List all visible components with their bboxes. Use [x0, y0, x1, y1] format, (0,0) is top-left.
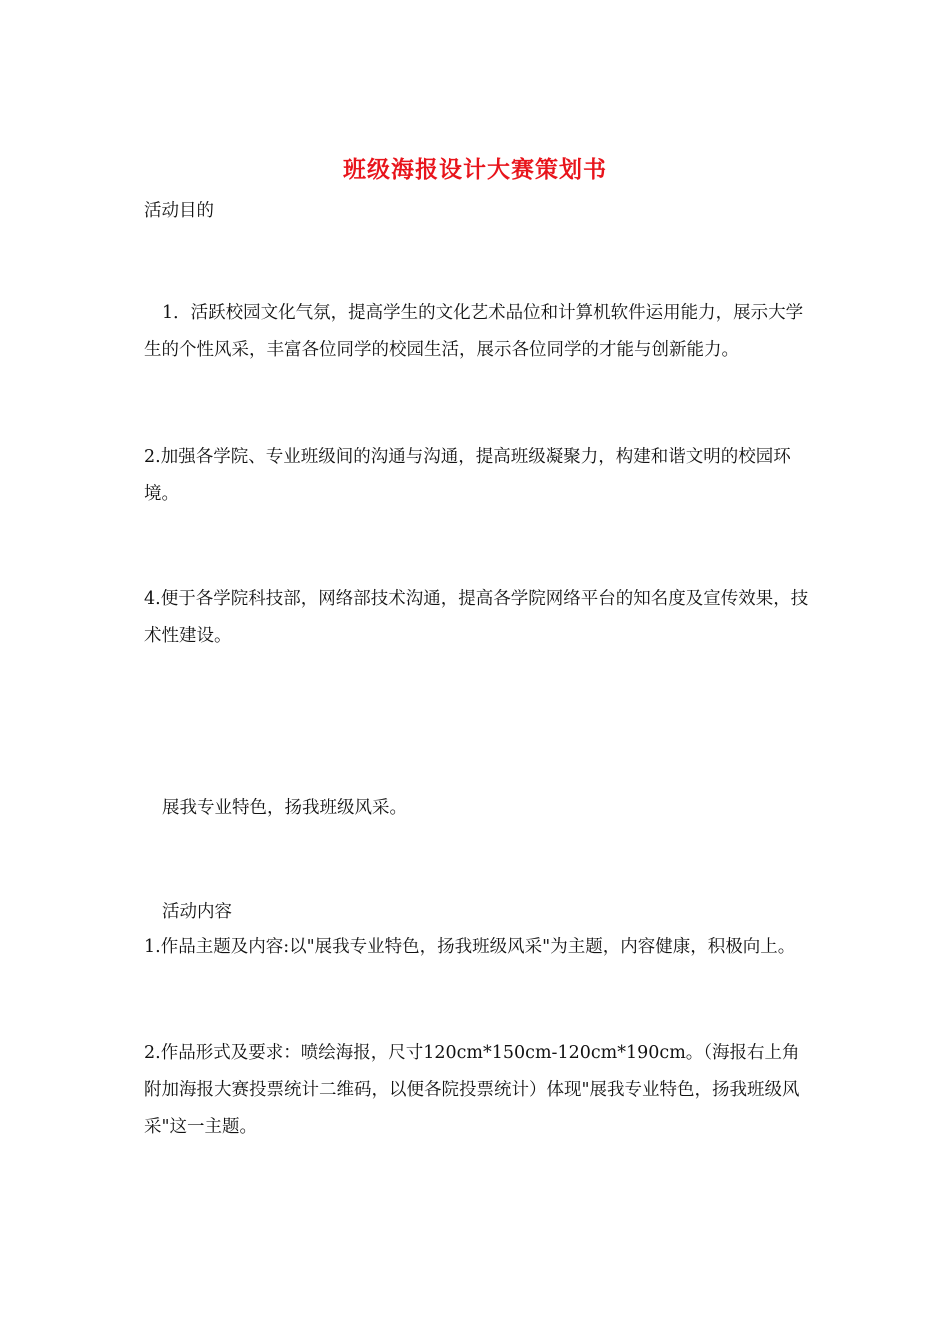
slogan: 展我专业特色，扬我班级风采。	[162, 798, 407, 818]
purpose-item-2: 2.加强各学院、专业班级间的沟通与沟通，提高班级凝聚力，构建和谐文明的校园环境。	[144, 447, 791, 504]
content-item-1: 1.作品主题及内容:以"展我专业特色，扬我班级风采"为主题，内容健康，积极向上。	[144, 937, 796, 957]
purpose-item-1: 1．活跃校园文化气氛，提高学生的文化艺术品位和计算机软件运用能力，展示大学生的个性风采，丰富各位同学的校园生活，展示各位同学的才能与创新能力。	[144, 303, 804, 360]
content-heading: 活动内容	[162, 902, 232, 922]
content-item-2: 2.作品形式及要求：喷绘海报，尺寸120cm*150cm-120cm*190cm。（海报右上角附加海报大赛投票统计二维码，以便各院投票统计）体现"展我专业特色，扬我班级风采"这一主题。	[144, 1043, 800, 1137]
purpose-heading: 活动目的	[144, 201, 214, 221]
document-title: 班级海报设计大赛策划书	[343, 156, 607, 183]
purpose-item-4: 4.便于各学院科技部，网络部技术沟通，提高各学院网络平台的知名度及宣传效果，技术性建设。	[144, 589, 809, 646]
